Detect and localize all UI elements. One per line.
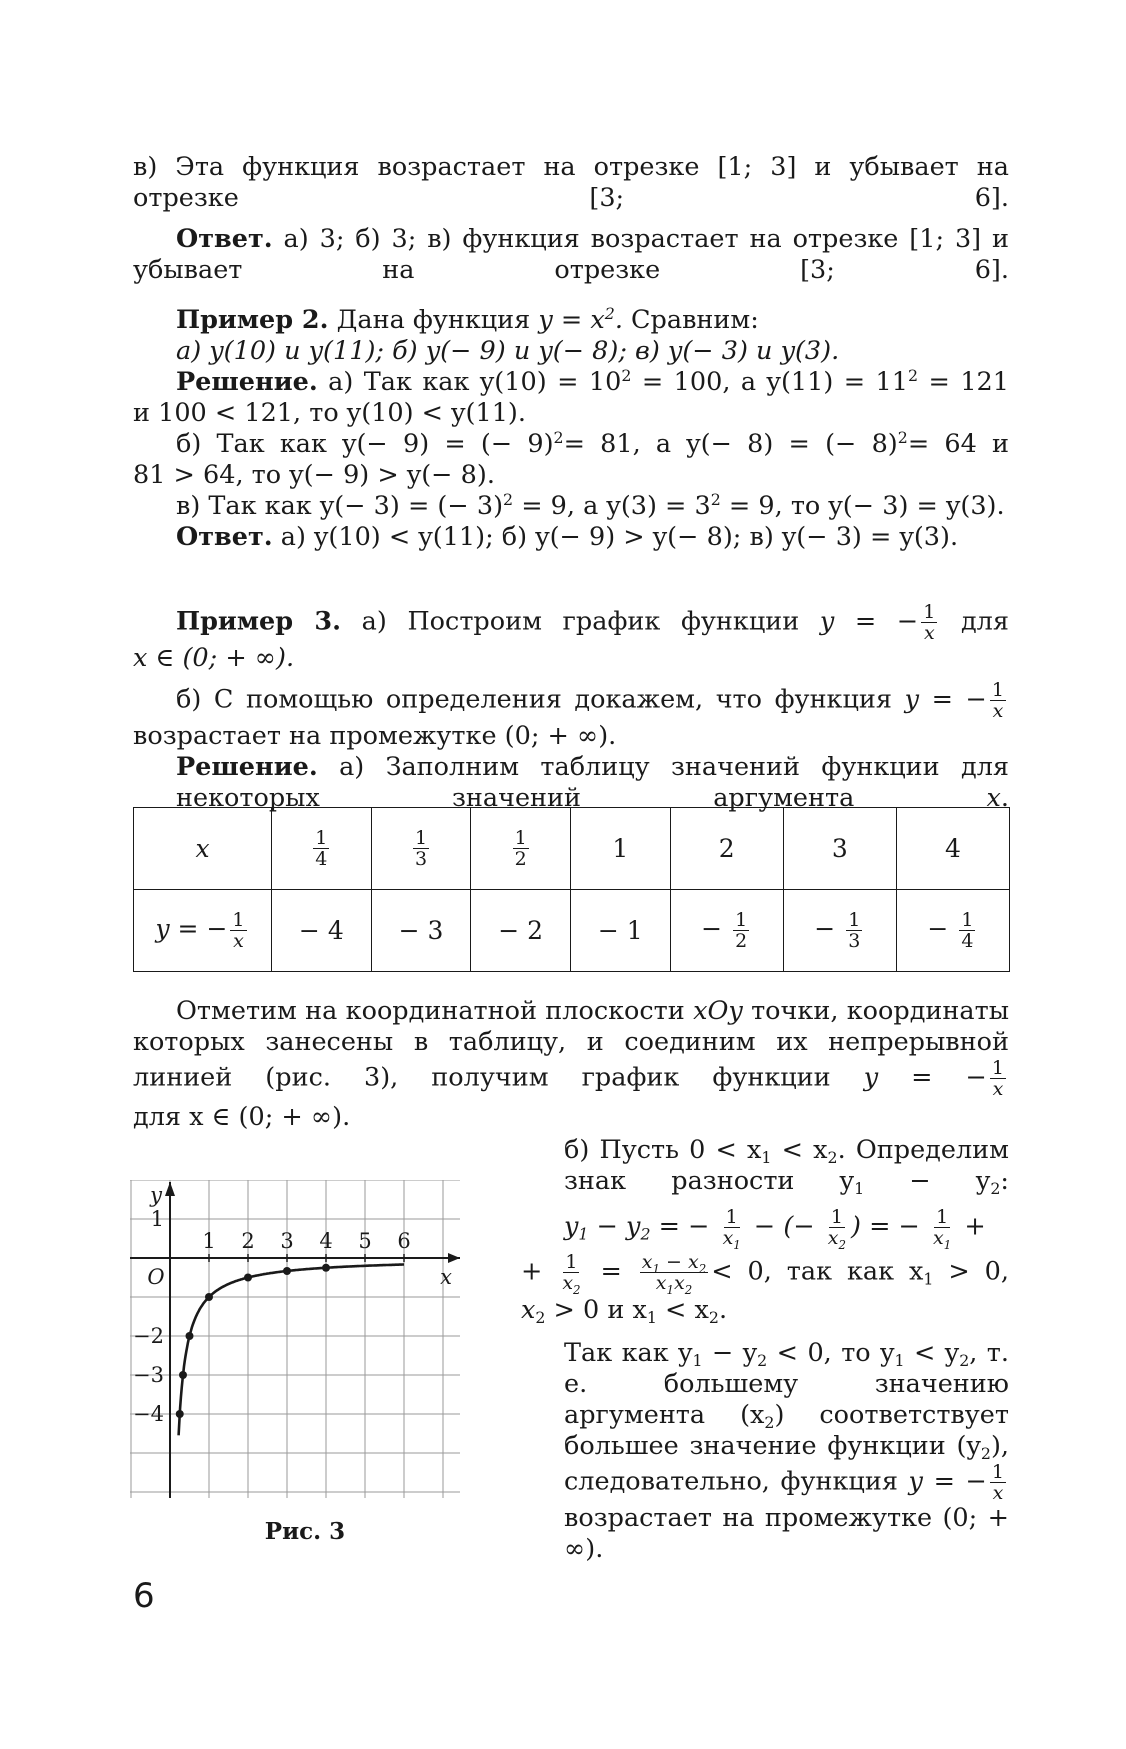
eq-last-3: < x — [656, 1295, 709, 1325]
solution-text: а) Заполним таблицу значений функции для некоторых значений аргумента — [176, 752, 1009, 813]
concl-5: , т. е. большему значению аргумента (x — [564, 1338, 1009, 1430]
y-tick-label: −4 — [133, 1402, 164, 1426]
x-tick-label: 6 — [397, 1229, 411, 1253]
solution-b: б) Так как y(− 9) = (− 9)$^2$= 81, а y(− 8) = (− 8)$^2$= 64 и — [176, 428, 1010, 459]
table-cell-y-6: − $\frac{1}{4}$ — [896, 890, 1009, 972]
fraction-num: 1 — [991, 1461, 1005, 1483]
data-points — [176, 1264, 330, 1418]
values-table — [133, 807, 1010, 972]
example-2 — [133, 305, 1009, 553]
sol-c-2: = 9, а y(3) = 3 — [513, 491, 711, 521]
task-b-text: б) С помощью определения докажем, что функция — [176, 684, 892, 715]
table-cell-y-2: − 2 — [471, 890, 571, 972]
formula-x2: $y = x^2$. — [538, 304, 623, 335]
intro-text: Дана функция — [336, 305, 531, 335]
concl-4: < y — [904, 1338, 960, 1368]
fraction: $\frac{1}{x_1}$ — [933, 1206, 952, 1252]
table-cell-x-4: 2 — [670, 808, 783, 890]
fraction-den: x — [992, 700, 1004, 722]
x-tick-label: 5 — [358, 1229, 372, 1253]
example-2-intro — [133, 305, 1009, 336]
mark-text-1: Отметим на координатной плоскости — [176, 996, 685, 1026]
mark-text-2: точки, координаты которых занесены в таблицу, и соединим их непрерывной линией (рис. 3), получим график функции — [133, 996, 1009, 1093]
formula-lhs: y = − — [819, 606, 919, 637]
example-label: Пример 2. — [176, 305, 329, 335]
answer-1 — [133, 224, 1009, 286]
y-axis-label: y — [150, 1183, 162, 1207]
fraction — [921, 602, 937, 643]
fraction-num: 1 — [923, 601, 936, 623]
sol-b-2: = 81, а y(− 8) = (− 8) — [563, 429, 898, 459]
fraction: $\frac{x_1 - x_2}{x_1x_2}$ — [641, 1251, 707, 1297]
sol-a-2: = 100, а y(11) = 11 — [631, 367, 909, 397]
example-2-tasks: а) y(10) и y(11); б) y(− 9) и y(− 8); в) y(− 3) и y(3). — [176, 336, 840, 366]
graph — [130, 1180, 480, 1510]
example-3-a — [133, 602, 1009, 643]
answer-label: Ответ. — [176, 224, 273, 254]
proof-p1: б) Пусть 0 < x — [564, 1135, 762, 1165]
table-header-y — [134, 890, 272, 972]
for-word: для — [960, 606, 1009, 637]
concl-7: ), следовательно, функция — [564, 1431, 1009, 1497]
table-cell-y-5: − $\frac{1}{3}$ — [783, 890, 896, 972]
fraction: $\frac{1}{x_1}$ — [722, 1206, 741, 1252]
formula-lhs: y = − — [863, 1062, 987, 1093]
example-3-b — [133, 680, 1009, 721]
sol-a-1: а) Так как y(10) = 10 — [328, 367, 622, 397]
table-cell-y-0: − 4 — [272, 890, 372, 972]
hyperbola-curve — [179, 1265, 404, 1436]
fraction: $\frac{1}{x_2}$ — [827, 1206, 847, 1252]
eq-last: x — [521, 1295, 536, 1325]
task-a-text: а) Построим график функции — [361, 606, 800, 637]
fraction-den: x — [992, 1078, 1004, 1100]
fraction-num: 1 — [991, 679, 1004, 701]
data-point — [244, 1274, 252, 1282]
proof-conclusion: Так как $y_1 - y_2 < 0$, то $y_1 < y_2$, т. е. большему значению аргумента $(x_2)$ соответствует большее значение функции $(y_2)$, следовательно, функция y = − $\frac{1}{x}$ возрастает на промежутке (0; + ∞). — [564, 1338, 1009, 1564]
table-cell-x-6: 4 — [896, 808, 1009, 890]
proof-equation-2: + $\frac{1}{x_2}$ = $\frac{x_1 - x_2}{x_1x_2}$ < 0, так как $x_1 > 0$, — [521, 1251, 1010, 1297]
domain: x ∈ (0; + ∞). — [133, 643, 295, 673]
page-number: 6 — [133, 1576, 155, 1616]
fraction — [990, 1462, 1006, 1503]
solution-3: Решение. а) Заполним таблицу значений функции для некоторых значений аргумента x. — [176, 752, 1009, 813]
figure-3 — [130, 1180, 480, 1545]
paragraph-mark — [133, 996, 1009, 1099]
concl-1: Так как y — [564, 1338, 693, 1368]
eq-tail-2: > 0, — [933, 1256, 1010, 1287]
paragraph-v — [133, 152, 1009, 214]
table-cell-y-1: − 3 — [371, 890, 471, 972]
intro-end: Сравним: — [631, 305, 759, 335]
paragraph-mark-end — [133, 1102, 1009, 1133]
eq-tail: < 0, так как x — [711, 1256, 924, 1287]
solution-c: в) Так как y(− 3) = (− 3)$^2$ = 9, а $y(3) = 3^2 = 9$, то y(− 3) = y(3). — [176, 490, 1005, 521]
data-point — [186, 1332, 194, 1340]
solution-b-cont: 81 > 64, то y(− 9) > y(− 8). — [133, 460, 495, 490]
table-cell-x-5: 3 — [783, 808, 896, 890]
proof-p1c: . Определим знак разности y — [564, 1135, 1009, 1196]
example-label: Пример 3. — [176, 606, 342, 637]
proof-block — [521, 1135, 1009, 1565]
concl-6: ) соответствует большее значение функции (y — [564, 1400, 1009, 1461]
x-axis-arrow — [448, 1253, 460, 1263]
table-cell-x-0: $\frac{1}{4}$ — [272, 808, 372, 890]
table-row — [134, 808, 1010, 890]
solution-a-cont: и 100 < 121, то y(10) < y(11). — [133, 398, 526, 428]
table-row — [134, 890, 1010, 972]
xoy: xOy — [693, 996, 743, 1026]
proof-intro: б) Пусть $0 < x_1 < x_2$. Определим знак разности $y_1 - y_2$: — [564, 1135, 1009, 1198]
data-point — [283, 1267, 291, 1275]
formula-lhs: y = − — [908, 1466, 987, 1497]
fraction — [990, 680, 1006, 721]
sol-b-3: = 64 и — [907, 429, 1010, 459]
data-point — [205, 1293, 213, 1301]
concl-3: < 0, то y — [767, 1338, 895, 1368]
table-cell-y-4: − $\frac{1}{2}$ — [670, 890, 783, 972]
proof-p1b: < x — [771, 1135, 828, 1165]
solution-label: Решение. — [176, 752, 318, 782]
y-tick-label: 1 — [150, 1207, 164, 1231]
paragraph-text: в) Эта функция возрастает на отрезке [1; 3] и убывает на отрезке [3; 6]. — [133, 152, 1009, 213]
y-tick-label: −3 — [133, 1363, 164, 1387]
concl-8: возрастает на промежутке (0; + ∞). — [564, 1503, 1009, 1564]
sol-b-1: б) Так как y(− 9) = (− 9) — [176, 429, 554, 459]
fraction-num: 1 — [991, 1057, 1004, 1079]
fraction — [230, 910, 246, 951]
table-cell-x-1: $\frac{1}{3}$ — [371, 808, 471, 890]
grid — [130, 1180, 460, 1498]
solution-a: Решение. а) Так как $y(10) = 10^2 = 100$, а $y(11) = 11^2 = 121$ — [176, 366, 1010, 397]
table-cell-x-3: 1 — [570, 808, 670, 890]
x-tick-label: 4 — [319, 1229, 333, 1253]
task-b-end: возрастает на промежутке (0; + ∞). — [133, 721, 617, 751]
proof-equation-1: $y_1 - y_2$ = − $\frac{1}{x_1}$ − (− $\frac{1}{x_2}$ ) = − $\frac{1}{x_1}$ + — [564, 1206, 986, 1252]
concl-2: − y — [702, 1338, 758, 1368]
data-point — [176, 1410, 184, 1418]
fraction: $\frac{1}{x_2}$ — [562, 1251, 581, 1297]
fraction-den: x — [923, 622, 935, 644]
sol-a-3: = 121 — [918, 367, 1010, 397]
y-axis-arrow — [165, 1182, 175, 1196]
figure-caption: Рис. 3 — [264, 1518, 346, 1545]
y-tick-label: −2 — [133, 1324, 164, 1348]
fraction-den: x — [992, 1482, 1004, 1504]
table-header-x: x — [134, 808, 272, 890]
answer-text: а) 3; б) 3; в) функция возрастает на отрезке [1; 3] и убывает на отрезке [3; 6]. — [133, 224, 1009, 285]
origin-label: O — [147, 1265, 165, 1289]
data-point — [322, 1264, 330, 1272]
answer-text: а) y(10) < y(11); б) y(− 9) > y(− 8); в) y(− 3) = y(3). — [280, 522, 959, 552]
table-cell-x-2: $\frac{1}{2}$ — [471, 808, 571, 890]
x-tick-label: 1 — [202, 1229, 216, 1253]
mark-text-3: для x ∈ (0; + ∞). — [133, 1102, 351, 1132]
data-point — [179, 1371, 187, 1379]
proof-equation-3: $x_2 > 0$ и $x_1 < x_2$. — [521, 1295, 728, 1327]
fraction-den: x — [233, 930, 244, 952]
x-axis-label: x — [440, 1265, 452, 1289]
fraction-num: 1 — [232, 909, 245, 931]
x-tick-label: 2 — [241, 1229, 255, 1253]
fraction — [990, 1058, 1006, 1099]
example-3 — [133, 602, 1009, 814]
sol-c-1: в) Так как y(− 3) = (− 3) — [176, 491, 504, 521]
proof-p1d: − y — [864, 1166, 991, 1196]
arg-x: x — [986, 783, 1001, 813]
formula-lhs: y = − — [155, 914, 228, 943]
solution-label: Решение. — [176, 367, 318, 397]
answer-2 — [133, 522, 1009, 553]
x-tick-label: 3 — [280, 1229, 294, 1253]
table-cell-y-3: − 1 — [570, 890, 670, 972]
sol-c-3: = 9, то y(− 3) = y(3). — [720, 491, 1005, 521]
formula-lhs: y = − — [904, 684, 987, 715]
answer-label: Ответ. — [176, 522, 273, 552]
eq-last-2: > 0 и x — [545, 1295, 647, 1325]
